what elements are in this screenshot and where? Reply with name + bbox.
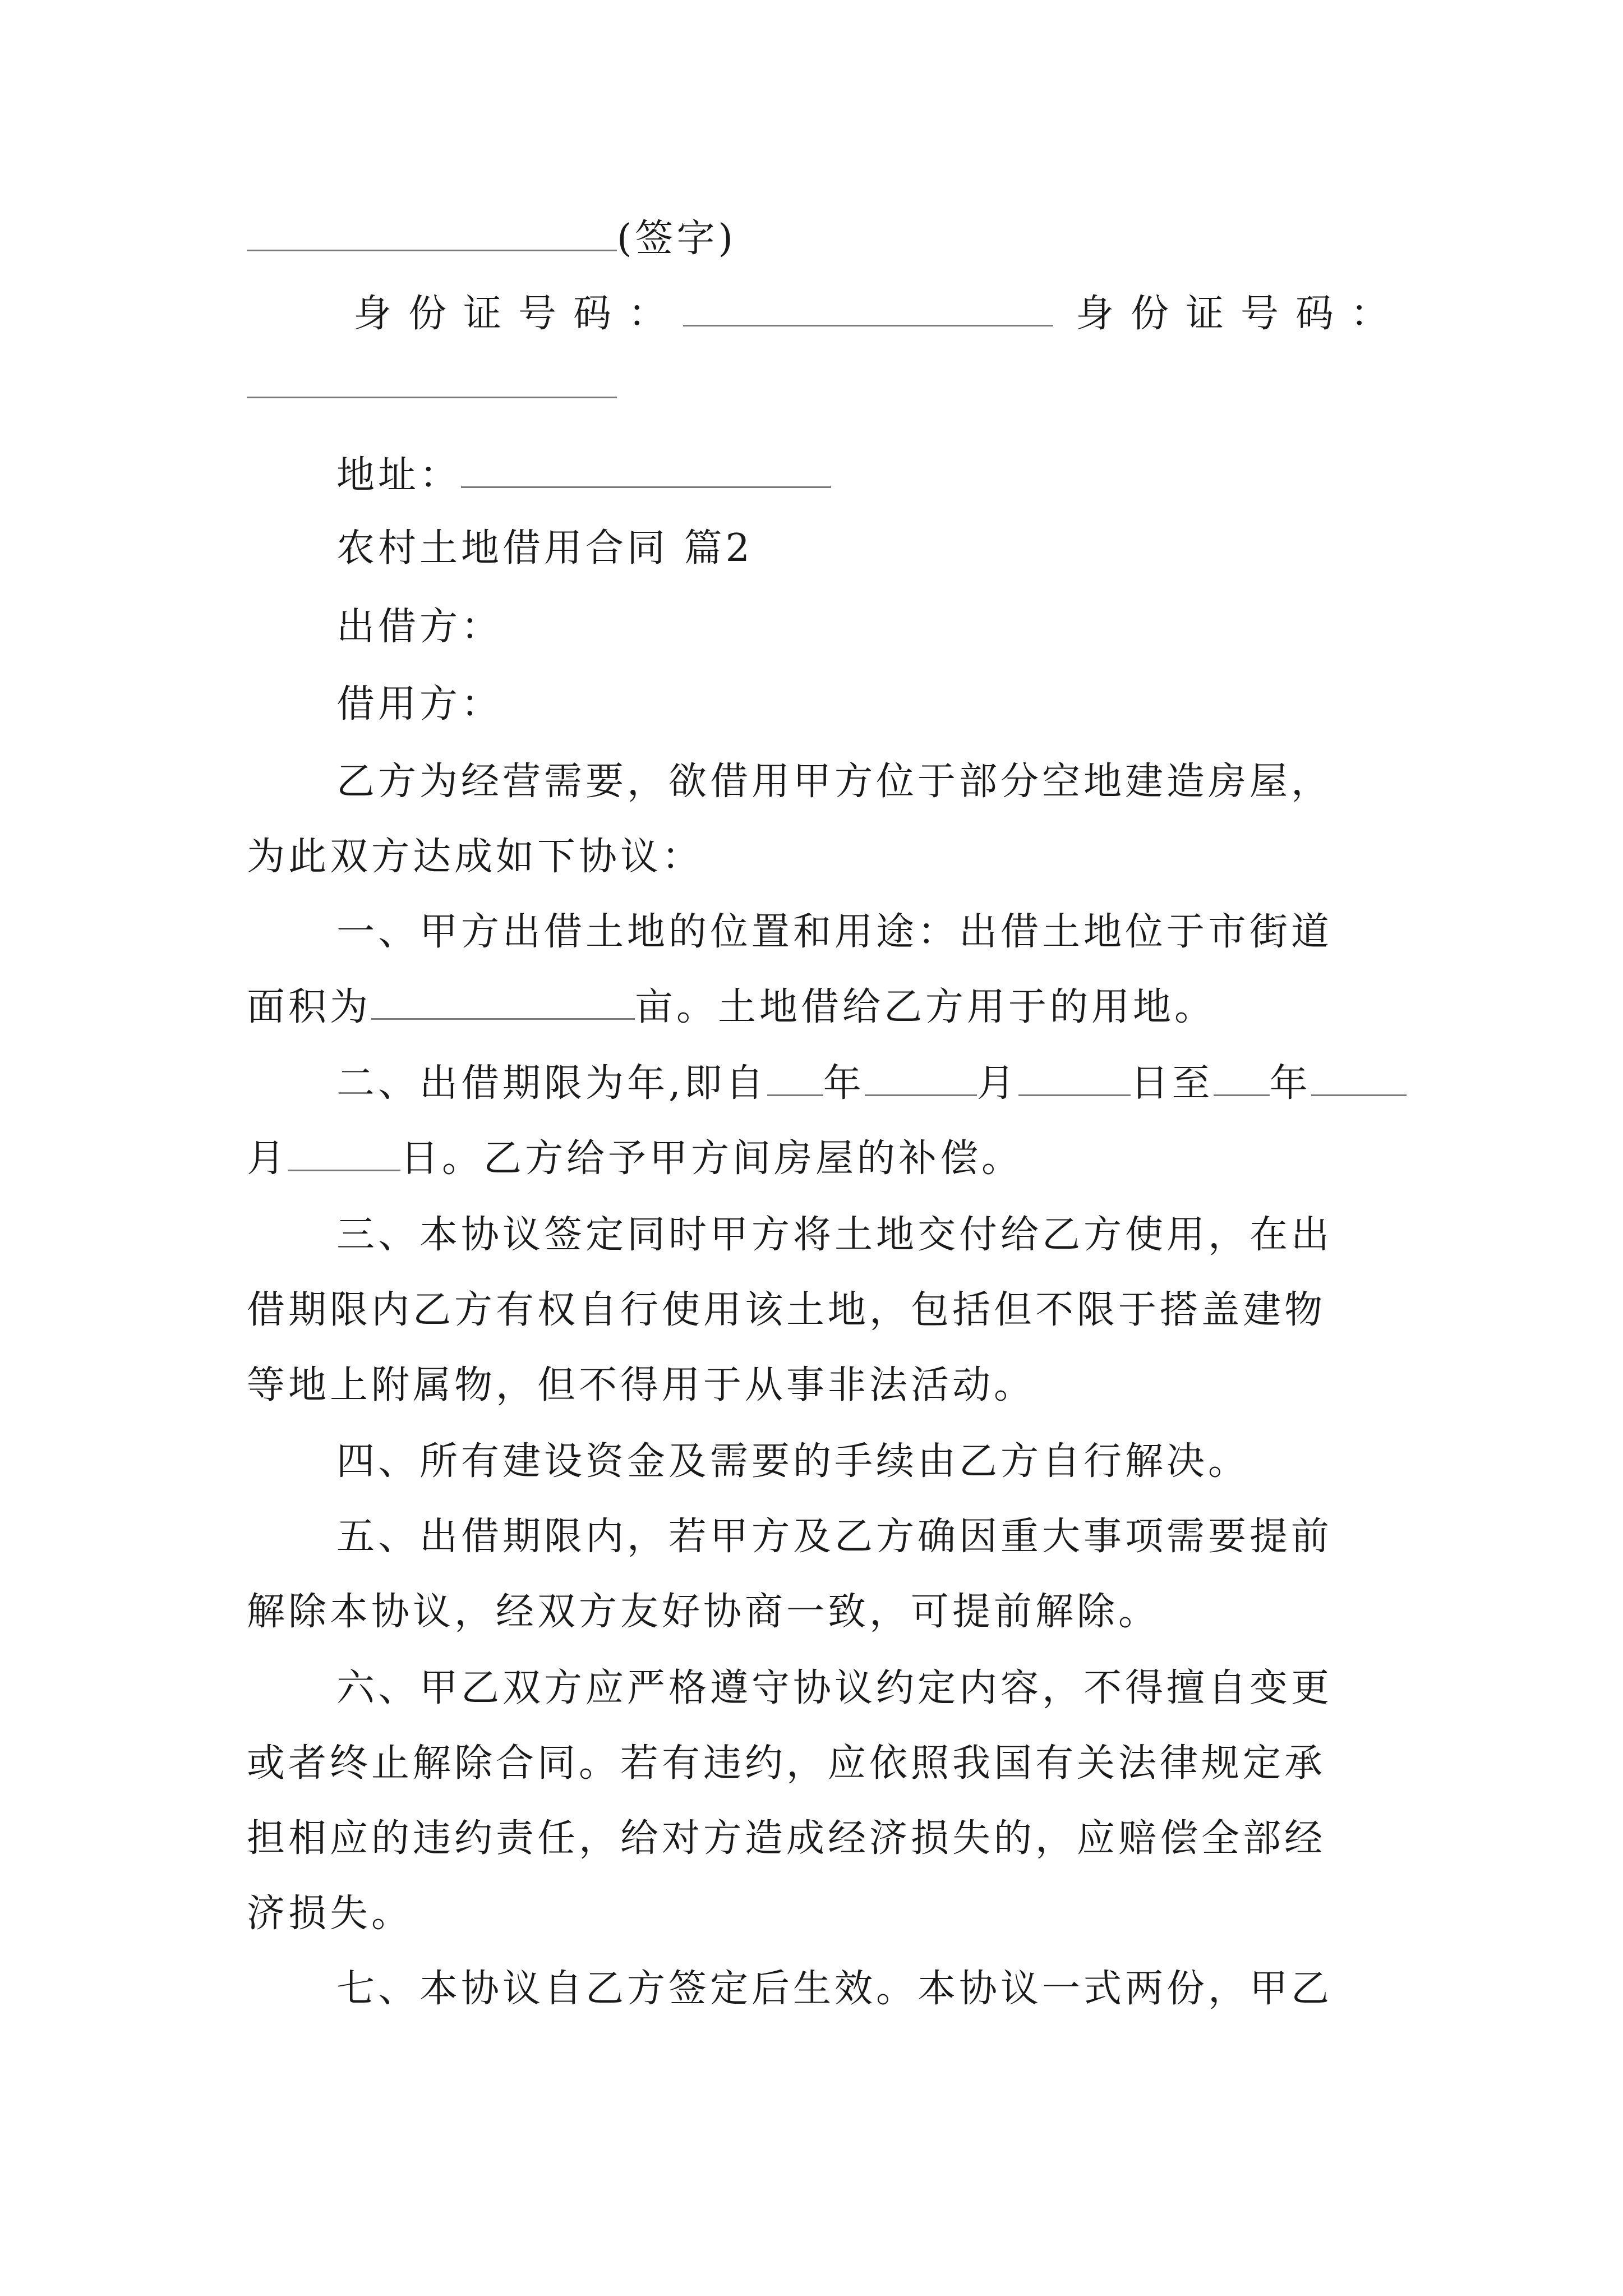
start-day-to-label: 日至	[1130, 1061, 1214, 1106]
start-month-blank[interactable]	[865, 1057, 977, 1096]
end-day-blank[interactable]	[288, 1133, 400, 1171]
clause-3-line-1: 三、本协议签定同时甲方将土地交付给乙方使用，在出	[336, 1213, 1333, 1257]
clause-5-line-1: 五、出借期限内，若甲方及乙方确因重大事项需要提前	[336, 1515, 1333, 1559]
clause-1-line-1: 一、甲方出借土地的位置和用途：出借土地位于市街道	[336, 910, 1333, 954]
clause-5-line-2: 解除本协议，经双方友好协商一致，可提前解除。	[247, 1590, 1160, 1634]
address-label: 地址：	[336, 453, 462, 498]
end-month-blank-part[interactable]	[1311, 1057, 1407, 1096]
id-label-party-a: 身份证号码：	[353, 292, 684, 336]
clause-1-line-2	[247, 981, 1376, 1034]
compensation-text: 日。乙方给予甲方间房屋的补偿。	[400, 1137, 1023, 1181]
intro-line-1: 乙方为经营需要，欲借用甲方位于部分空地建造房屋，	[336, 760, 1333, 804]
address-line	[336, 449, 1376, 503]
clause-2-line-2	[247, 1132, 1376, 1186]
area-label: 面积为	[247, 985, 372, 1029]
id-label-party-b: 身份证号码：	[1076, 292, 1406, 336]
start-year-label: 年	[823, 1061, 865, 1106]
lender-label: 出借方：	[336, 605, 503, 649]
address-blank[interactable]	[461, 449, 831, 488]
id-blank-party-b[interactable]	[247, 360, 617, 398]
clause-6-line-4: 济损失。	[247, 1892, 413, 1936]
id-continuation-line	[247, 359, 1376, 413]
borrower-label: 借用方：	[336, 682, 503, 726]
start-month-label: 月	[976, 1061, 1018, 1106]
clause-6-line-2: 或者终止解除合同。若有违约，应依照我国有关法律规定承	[247, 1741, 1326, 1786]
clause-6-line-3: 担相应的违约责任，给对方造成经济损失的，应赔偿全部经	[247, 1816, 1326, 1861]
area-suffix: 亩。土地借给乙方用于的用地。	[635, 985, 1216, 1029]
clause-7-line-1: 七、本协议自乙方签定后生效。本协议一式两份，甲乙	[336, 1967, 1333, 2011]
signature-blank[interactable]	[247, 213, 617, 251]
clause-6-line-1: 六、甲乙双方应严格遵守协议约定内容，不得擅自变更	[336, 1666, 1333, 1710]
area-blank[interactable]	[371, 981, 635, 1020]
intro-line-2: 为此双方达成如下协议：	[247, 835, 704, 879]
clause-4-line-1: 四、所有建设资金及需要的手续由乙方自行解决。	[336, 1439, 1250, 1484]
clause-3-line-3: 等地上附属物，但不得用于从事非法活动。	[247, 1363, 1036, 1407]
end-month-label: 月	[247, 1137, 289, 1181]
clause-3-line-2: 借期限内乙方有权自行使用该土地，包括但不限于搭盖建物	[247, 1288, 1326, 1332]
start-day-blank[interactable]	[1018, 1057, 1131, 1096]
id-number-line	[353, 287, 1406, 341]
signature-line	[247, 212, 1376, 266]
id-blank-party-a[interactable]	[683, 288, 1053, 326]
section-title: 农村土地借用合同 篇2	[336, 526, 753, 570]
end-year-label: 年	[1269, 1061, 1311, 1106]
start-year-blank[interactable]	[767, 1057, 823, 1096]
clause-2-line-1	[336, 1057, 1376, 1111]
signature-label: (签字)	[617, 217, 737, 261]
end-year-blank[interactable]	[1214, 1057, 1270, 1096]
term-label: 二、出借期限为年,即自	[336, 1061, 767, 1106]
